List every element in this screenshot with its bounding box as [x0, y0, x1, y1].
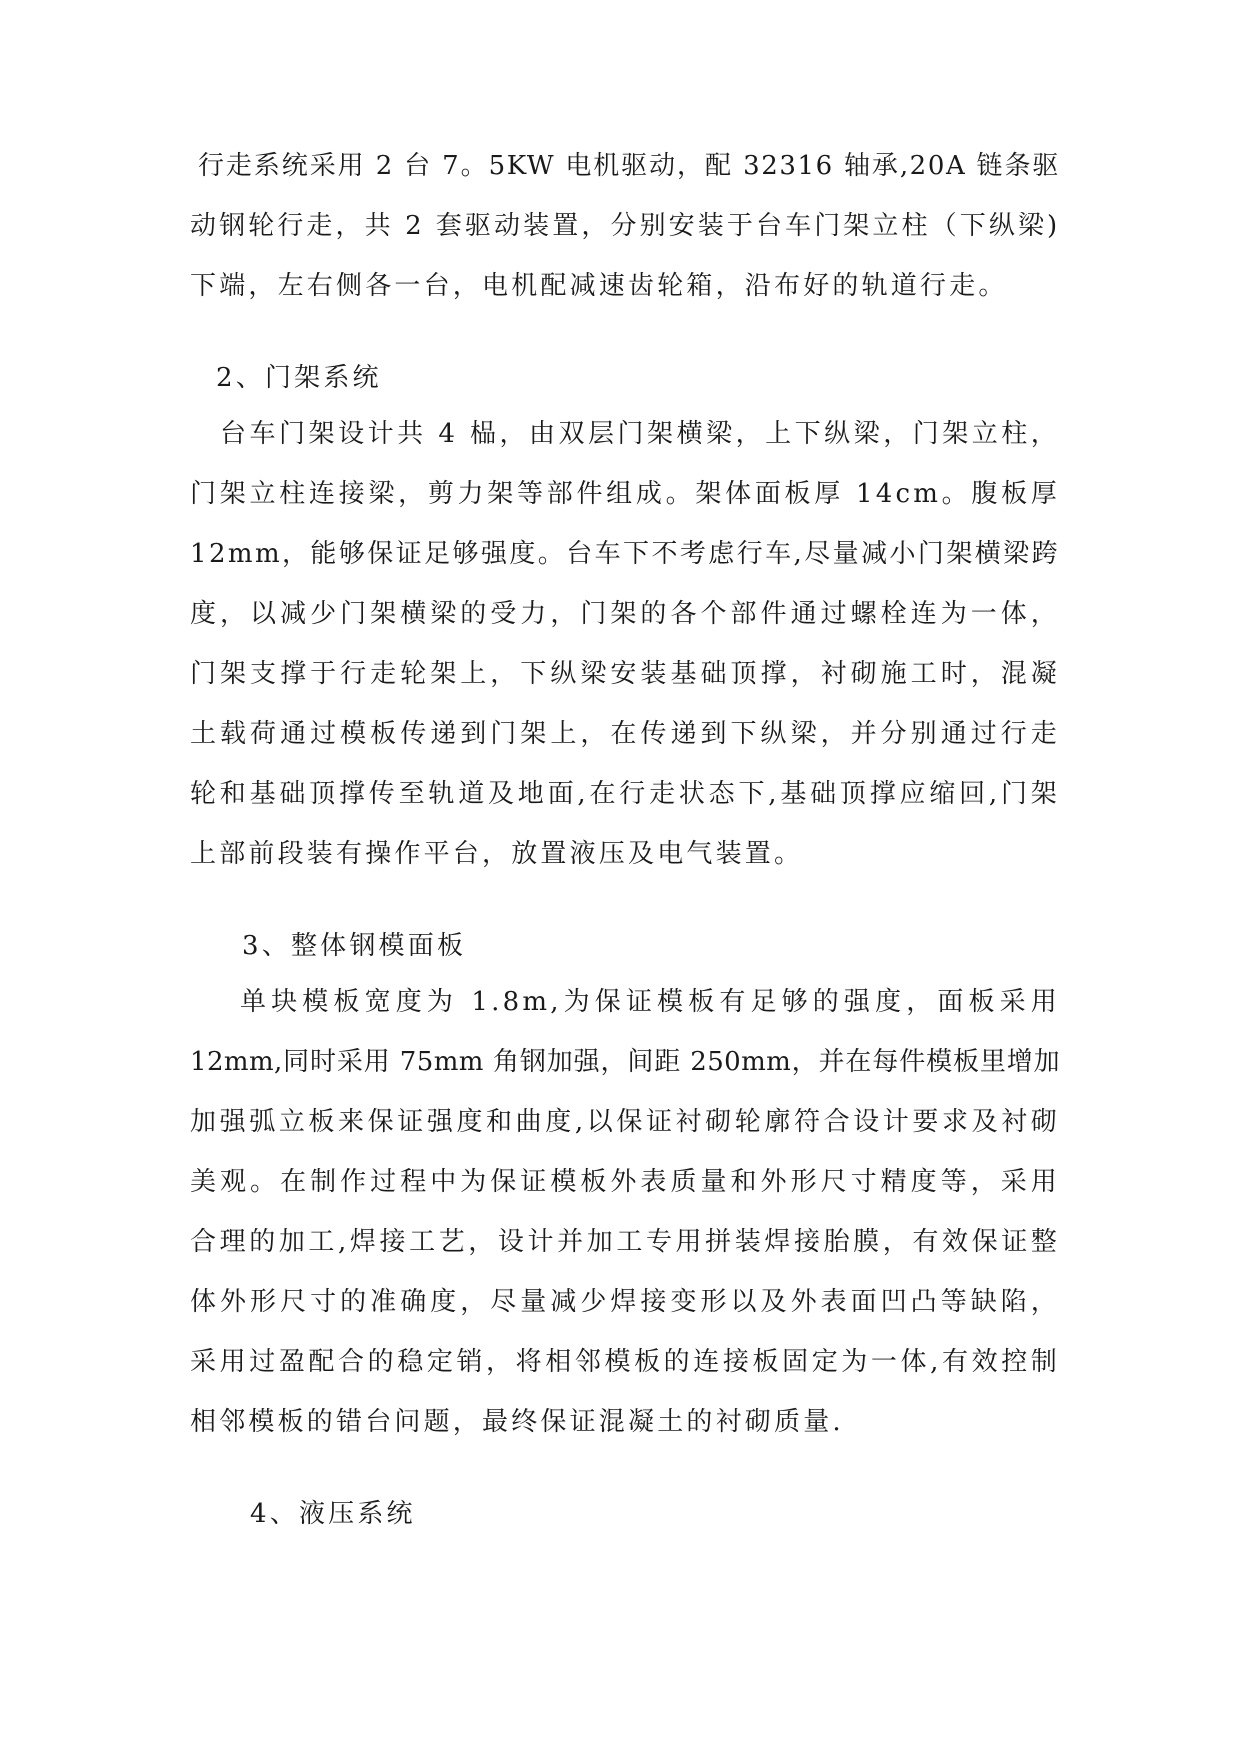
paragraph-line: 单块模板宽度为 1.8m,为保证模板有足够的强度，面板采用: [240, 987, 1060, 1017]
paragraph-line: 轮和基础顶撑传至轨道及地面,在行走状态下,基础顶撑应缩回,门架: [190, 779, 1060, 809]
paragraph-line: 美观。在制作过程中为保证模板外表质量和外形尺寸精度等，采用: [190, 1167, 1060, 1197]
paragraph-line: 台车门架设计共 4 榀，由双层门架横梁，上下纵梁，门架立柱，: [220, 419, 1060, 449]
paragraph-line: 门架支撑于行走轮架上，下纵梁安装基础顶撑，衬砌施工时，混凝: [190, 659, 1060, 689]
paragraph-line: 下端，左右侧各一台，电机配减速齿轮箱，沿布好的轨道行走。: [190, 271, 1008, 301]
paragraph-line: 合理的加工,焊接工艺，设计并加工专用拼装焊接胎膜，有效保证整: [190, 1227, 1060, 1257]
section-heading: 2、门架系统: [216, 363, 382, 393]
paragraph-line: 行走系统采用 2 台 7。5KW 电机驱动，配 32316 轴承,20A 链条驱: [198, 151, 1060, 181]
paragraph-line: 12mm,同时采用 75mm 角钢加强，间距 250mm，并在每件模板里增加: [190, 1047, 1060, 1077]
paragraph-line: 度，以减少门架横梁的受力，门架的各个部件通过螺栓连为一体，: [190, 599, 1060, 629]
paragraph-line: 上部前段装有操作平台，放置液压及电气装置。: [190, 839, 804, 869]
paragraph-line: 采用过盈配合的稳定销，将相邻模板的连接板固定为一体,有效控制: [190, 1347, 1060, 1377]
paragraph-line: 加强弧立板来保证强度和曲度,以保证衬砌轮廓符合设计要求及衬砌: [190, 1107, 1060, 1137]
paragraph-line: 门架立柱连接梁，剪力架等部件组成。架体面板厚 14cm。腹板厚: [190, 479, 1060, 509]
paragraph-line: 12mm，能够保证足够强度。台车下不考虑行车,尽量减小门架横梁跨: [190, 539, 1060, 569]
section-heading: 3、整体钢模面板: [242, 931, 467, 961]
paragraph-line: 动钢轮行走，共 2 套驱动装置，分别安装于台车门架立柱（下纵梁): [190, 211, 1060, 241]
paragraph-line: 体外形尺寸的准确度，尽量减少焊接变形以及外表面凹凸等缺陷，: [190, 1287, 1060, 1317]
paragraph-line: 相邻模板的错台问题，最终保证混凝土的衬砌质量.: [190, 1407, 844, 1437]
paragraph-line: 土载荷通过模板传递到门架上，在传递到下纵梁，并分别通过行走: [190, 719, 1060, 749]
section-heading: 4、液压系统: [250, 1499, 416, 1529]
